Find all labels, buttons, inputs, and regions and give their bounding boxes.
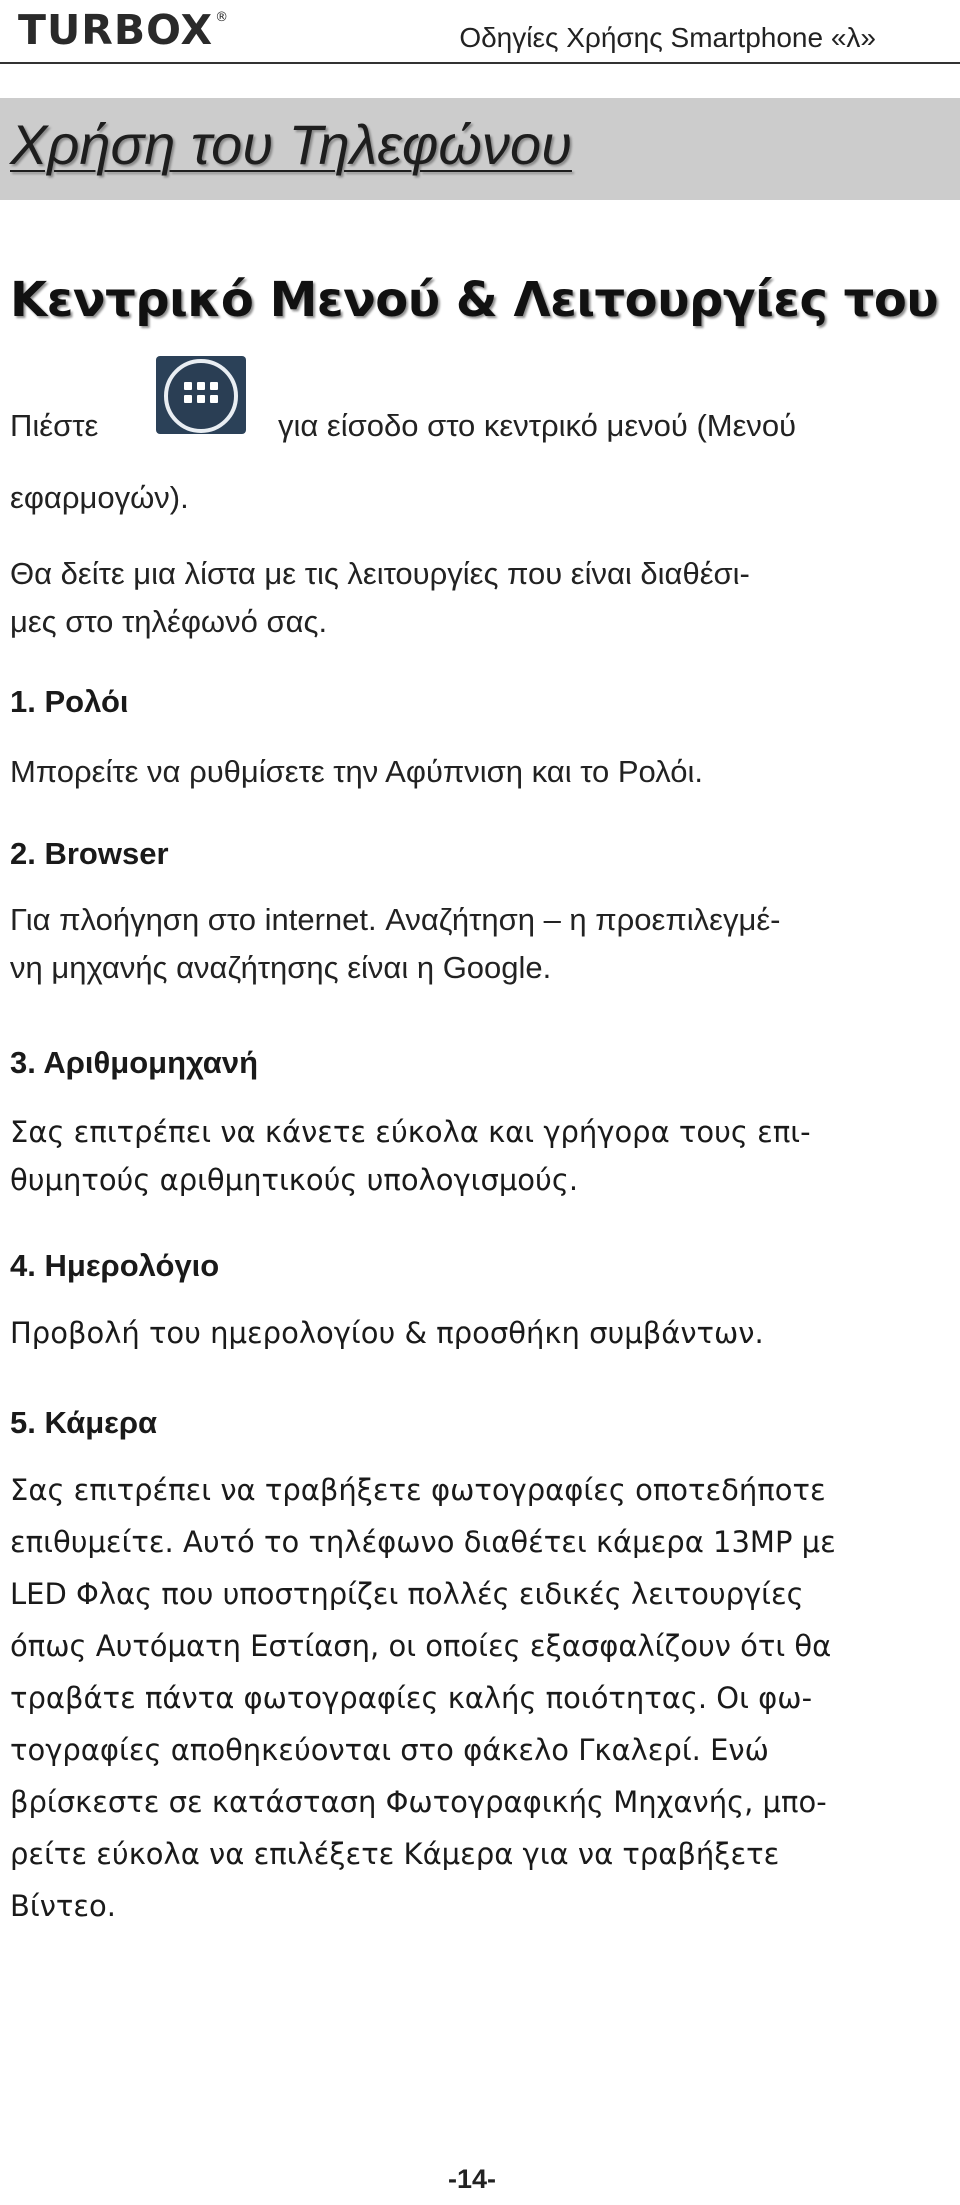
item-heading-camera: 5. Κάμερα — [10, 1405, 158, 1440]
item-heading-clock: 1. Ρολόι — [10, 684, 129, 719]
item-text-camera: ρείτε εύκολα να επιλέξετε Κάμερα για να τραβήξετε — [10, 1837, 780, 1871]
intro-press-label: Πιέστε — [10, 408, 99, 443]
item-text-browser: Για πλοήγηση στο internet. Αναζήτηση – η προεπιλεγμέ- — [10, 902, 781, 937]
chapter-title: Χρήση του Τηλεφώνου — [10, 113, 572, 176]
item-text-camera: τογραφίες αποθηκεύονται στο φάκελο Γκαλερί. Ενώ — [10, 1733, 769, 1767]
item-text-camera: Σας επιτρέπει να τραβήξετε φωτογραφίες οποτεδήποτε — [10, 1473, 826, 1507]
item-text-camera: επιθυμείτε. Αυτό το τηλέφωνο διαθέτει κάμερα 13MP με — [10, 1525, 836, 1559]
item-text-camera: Βίντεο. — [10, 1889, 117, 1923]
item-text-calculator: Σας επιτρέπει να κάνετε εύκολα και γρήγορα τους επι- — [10, 1115, 811, 1149]
section-title: Κεντρικό Μενού & Λειτουργίες του — [10, 272, 939, 328]
header-title: Οδηγίες Χρήσης Smartphone «λ» — [459, 22, 876, 53]
logo-text: TURBOX — [18, 6, 214, 54]
intro-menu-text-end: εφαρμογών). — [10, 480, 189, 515]
item-text-calculator: θυμητούς αριθμητικούς υπολογισμούς. — [10, 1163, 579, 1197]
item-text-camera: όπως Αυτόματη Εστίαση, οι οποίες εξασφαλίζουν ότι θα — [10, 1629, 832, 1663]
chapter-banner — [0, 98, 960, 200]
item-heading-browser: 2. Browser — [10, 836, 169, 871]
item-text-calendar: Προβολή του ημερολογίου & προσθήκη συμβάντων. — [10, 1316, 764, 1350]
intro-menu-text: για είσοδο στο κεντρικό μενού (Μενού — [278, 408, 797, 443]
turbox-logo — [18, 6, 229, 54]
header-divider — [0, 62, 960, 64]
item-text-clock: Μπορείτε να ρυθμίσετε την Αφύπνιση και το Ρολόι. — [10, 754, 703, 789]
registered-mark: ® — [215, 10, 230, 25]
item-text-browser: νη μηχανής αναζήτησης είναι η Google. — [10, 950, 552, 985]
intro-list-line: Θα δείτε μια λίστα με τις λειτουργίες που είναι διαθέσι- — [10, 556, 750, 591]
item-text-camera: βρίσκεστε σε κατάσταση Φωτογραφικής Μηχανής, μπο- — [10, 1785, 827, 1819]
intro-list-line: μες στο τηλέφωνό σας. — [10, 604, 328, 639]
item-text-camera: τραβάτε πάντα φωτογραφίες καλής ποιότητας. Οι φω- — [10, 1681, 813, 1715]
item-text-camera: LED Φλας που υποστηρίζει πολλές ειδικές λειτουργίες — [10, 1577, 804, 1611]
page-number: -14- — [448, 2164, 497, 2194]
item-heading-calculator: 3. Αριθμομηχανή — [10, 1045, 259, 1080]
page-header — [0, 0, 960, 64]
all-apps-icon — [156, 356, 246, 434]
item-heading-calendar: 4. Ημερολόγιο — [10, 1248, 220, 1283]
